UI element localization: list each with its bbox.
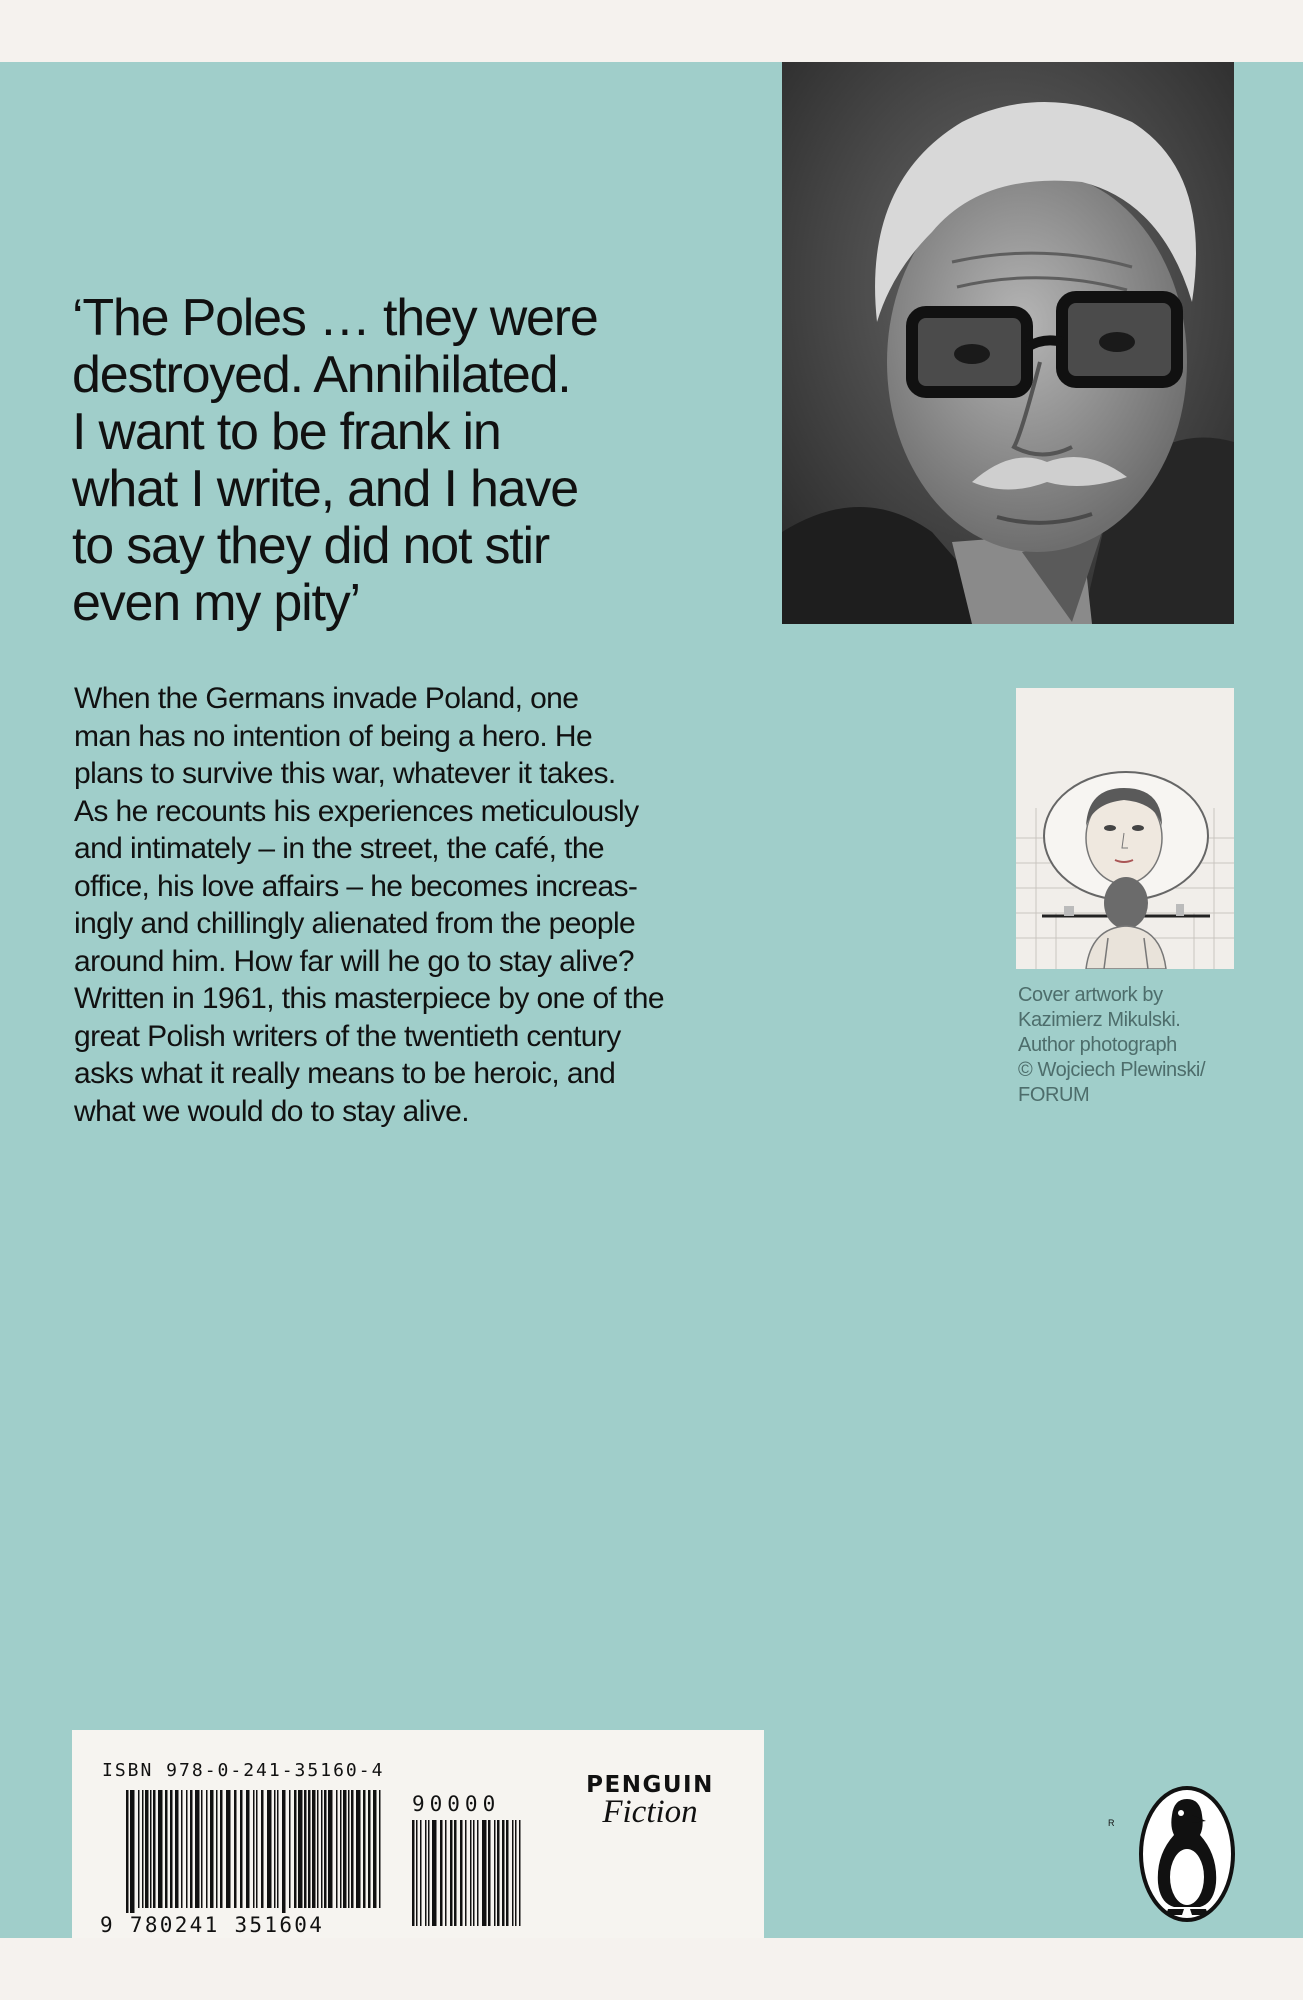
barcode-bar <box>432 1820 437 1926</box>
barcode-bar <box>277 1790 279 1908</box>
barcode-bar <box>220 1790 223 1908</box>
blurb-line: As he recounts his experiences meticulously <box>74 794 639 828</box>
barcode-bar <box>465 1820 467 1926</box>
barcode-bar <box>519 1820 521 1926</box>
blurb-line: Written in 1961, this masterpiece by one of the <box>74 982 664 1015</box>
publisher-mark <box>580 1772 720 1831</box>
barcode-bar <box>130 1790 135 1924</box>
barcode-bar <box>321 1790 323 1908</box>
barcode-bar <box>206 1790 208 1908</box>
barcode-bar <box>267 1790 272 1908</box>
barcode-bar <box>201 1790 203 1908</box>
barcode-bar <box>420 1820 422 1926</box>
cover-credits <box>1018 983 1278 1108</box>
registered-mark: R <box>1108 1818 1115 1828</box>
barcode-bar <box>308 1790 311 1908</box>
quote-line: ‘The Poles … they were <box>72 289 598 347</box>
cover-artwork-thumbnail <box>1016 688 1234 969</box>
barcode-bar <box>497 1820 500 1926</box>
credit-line: Author photograph <box>1018 1034 1177 1056</box>
credit-line: Kazimierz Mikulski. <box>1018 1009 1181 1031</box>
barcode-bar <box>512 1820 514 1926</box>
barcode-bar <box>246 1790 250 1908</box>
blurb-line: man has no intention of being a hero. He <box>74 719 593 753</box>
barcode-bar <box>181 1790 183 1908</box>
barcode-bar <box>304 1790 307 1908</box>
barcode-bar <box>343 1790 347 1908</box>
barcode-bar <box>340 1790 342 1908</box>
barcode-bar <box>216 1790 218 1908</box>
barcode-bar <box>186 1790 188 1908</box>
quote-line: even my pity’ <box>72 574 360 632</box>
barcode-bar <box>373 1790 377 1908</box>
barcode-bar <box>195 1790 200 1908</box>
imprint-name: Fiction <box>602 1794 698 1830</box>
credit-line: Cover artwork by <box>1018 984 1163 1006</box>
barcode-bar <box>158 1790 163 1908</box>
barcode-bar <box>210 1790 214 1908</box>
barcode-bar <box>356 1790 361 1908</box>
barcode-bar <box>470 1820 472 1926</box>
barcode-bar <box>234 1790 237 1908</box>
barcode-bar <box>336 1790 338 1908</box>
barcode-bar <box>412 1820 415 1926</box>
barcode-bar <box>428 1820 430 1926</box>
barcode-bar <box>274 1790 276 1908</box>
barcode-bar <box>256 1790 258 1908</box>
barcode-bar <box>226 1790 231 1908</box>
pull-quote <box>72 290 692 632</box>
barcode-bar <box>312 1790 316 1908</box>
barcode-bar <box>454 1820 457 1926</box>
addon-barcode <box>410 1820 540 1928</box>
blurb-line: When the Germans invade Poland, one <box>74 682 579 715</box>
barcode-bar <box>298 1790 303 1908</box>
barcode-bar <box>328 1790 333 1908</box>
barcode-bar <box>253 1790 255 1908</box>
barcode-bar <box>379 1790 381 1908</box>
blurb <box>74 680 774 1130</box>
barcode-bar <box>506 1820 509 1926</box>
barcode-bar <box>425 1820 427 1926</box>
quote-line: I want to be frank in <box>72 403 501 461</box>
credit-line: © Wojciech Plewinski/ <box>1018 1059 1206 1081</box>
barcode-bar <box>488 1820 491 1926</box>
barcode-bar <box>317 1790 319 1908</box>
barcode-bar <box>175 1790 179 1908</box>
barcode-bar <box>515 1820 517 1926</box>
quote-line: destroyed. Annihilated. <box>72 346 571 404</box>
blurb-line: around him. How far will he go to stay alive? <box>74 944 634 978</box>
blurb-line: asks what it really means to be heroic, and <box>74 1057 616 1090</box>
barcode-bar <box>482 1820 487 1926</box>
barcode-bar <box>351 1790 354 1908</box>
barcode-bar <box>289 1790 291 1908</box>
barcode-bar <box>126 1790 129 1924</box>
barcode-bar <box>153 1790 156 1908</box>
barcode-bar <box>145 1790 149 1908</box>
ean-barcode <box>124 1790 384 1928</box>
credit-line: FORUM <box>1018 1084 1090 1106</box>
barcode-bar <box>348 1790 350 1908</box>
barcode-bar <box>138 1790 140 1908</box>
barcode-bar <box>150 1790 152 1908</box>
blurb-line: plans to survive this war, whatever it takes. <box>74 757 616 790</box>
barcode-bar <box>165 1790 168 1908</box>
quote-line: to say they did not stir <box>72 517 550 575</box>
addon-digits: 90000 <box>412 1792 501 1816</box>
isbn-label: ISBN 978-0-241-35160-4 <box>102 1760 385 1781</box>
barcode-bar <box>450 1820 453 1926</box>
barcode-bar <box>416 1820 418 1926</box>
barcode-bar <box>282 1790 286 1924</box>
publisher-name: PENGUIN <box>586 1772 714 1798</box>
barcode-bar <box>445 1820 447 1926</box>
barcode-bar <box>240 1790 243 1908</box>
barcode-bar <box>294 1790 297 1908</box>
barcode-bar <box>477 1820 479 1926</box>
barcode-bar <box>324 1790 327 1908</box>
barcode-bar <box>460 1820 463 1926</box>
barcode-bar <box>363 1790 366 1908</box>
barcode-bar <box>473 1820 475 1926</box>
blurb-line: and intimately – in the street, the café, the <box>74 832 604 865</box>
barcode-bar <box>142 1790 144 1908</box>
quote-line: what I write, and I have <box>72 460 578 518</box>
barcode-bar <box>502 1820 505 1926</box>
blurb-line: office, his love affairs – he becomes increas- <box>74 869 638 903</box>
barcode-bar <box>190 1790 193 1908</box>
barcode-bar <box>170 1790 173 1908</box>
barcode-bar <box>494 1820 496 1926</box>
isbn-digits: 9 780241 351604 <box>100 1913 325 1937</box>
barcode-bar <box>368 1790 371 1908</box>
barcode-bar <box>261 1790 264 1908</box>
blurb-line: great Polish writers of the twentieth century <box>74 1019 621 1053</box>
blurb-line: ingly and chillingly alienated from the people <box>74 907 636 940</box>
penguin-logo-icon <box>1138 1785 1236 1923</box>
barcode-panel <box>72 1730 764 1938</box>
author-photo <box>782 62 1234 624</box>
blurb-line: what we would do to stay alive. <box>74 1094 469 1128</box>
barcode-bar <box>440 1820 443 1926</box>
